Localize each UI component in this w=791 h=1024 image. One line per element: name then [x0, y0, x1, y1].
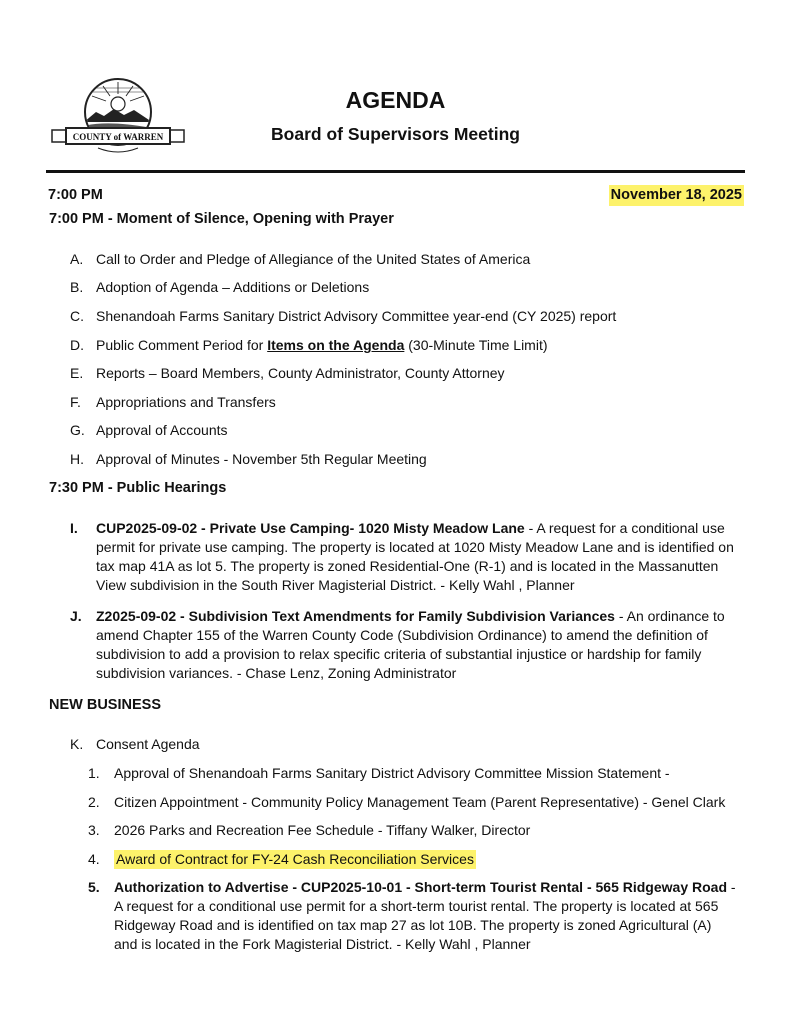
- item-marker: 1.: [88, 765, 100, 781]
- item-title: Authorization to Advertise - CUP2025-10-01 - Short-term Tourist Rental - 565 Ridgeway Road: [114, 879, 727, 895]
- item-marker: 2.: [88, 794, 100, 810]
- item-marker: H.: [70, 451, 84, 467]
- item-text: 2026 Parks and Recreation Fee Schedule - Tiffany Walker, Director: [114, 822, 531, 838]
- item-marker: I.: [70, 520, 78, 536]
- item-body: [96, 519, 736, 595]
- page-subtitle: Board of Supervisors Meeting: [271, 124, 520, 144]
- items-on-agenda-link[interactable]: Items on the Agenda: [267, 337, 405, 353]
- item-text: Approval of Shenandoah Farms Sanitary District Advisory Committee Mission Statement -: [114, 765, 670, 781]
- section-heading-new-business: NEW BUSINESS: [49, 697, 161, 713]
- item-marker: 3.: [88, 822, 100, 838]
- item-text: Call to Order and Pledge of Allegiance of the United States of America: [96, 251, 531, 267]
- item-marker: 4.: [88, 851, 100, 867]
- item-description: - A request for a conditional use permit for private use camping. The property is located at 1020 Misty Meadow Lane and is identified on tax map 41A as lot 5. The property is zoned Residential-One (R-1) and is located in the Massanutten View subdivision in the South River Magisterial District. - Kelly Wahl , Planner: [96, 520, 734, 593]
- item-marker: C.: [70, 308, 84, 324]
- meeting-time: 7:00 PM: [48, 187, 103, 203]
- item-marker: K.: [70, 736, 84, 752]
- item-marker: E.: [70, 365, 84, 381]
- item-text: Approval of Minutes - November 5th Regular Meeting: [96, 451, 427, 467]
- item-marker: B.: [70, 279, 84, 295]
- public-hearing-item-i: [70, 519, 740, 595]
- consent-item-5: [88, 878, 740, 954]
- highlighted-item-text: Award of Contract for FY-24 Cash Reconciliation Services: [116, 851, 474, 867]
- item-marker: 5.: [88, 879, 100, 895]
- section-heading-opening: 7:00 PM - Moment of Silence, Opening with Prayer: [49, 211, 394, 227]
- item-text: Consent Agenda: [96, 736, 200, 752]
- item-description: - An ordinance to amend Chapter 155 of the Warren County Code (Subdivision Ordinance) to amend the definition of subdivision to add a provision to relax specific criteria of substantial injustice or hardship for family subdivision variances. - Chase Lenz, Zoning Administrator: [96, 608, 725, 681]
- public-hearing-item-j: [70, 607, 740, 683]
- item-text: Citizen Appointment - Community Policy Management Team (Parent Representative) - Genel Clark: [114, 794, 726, 810]
- item-title: Z2025-09-02 - Subdivision Text Amendments for Family Subdivision Variances: [96, 608, 615, 624]
- header-divider: [46, 170, 745, 173]
- meeting-date: November 18, 2025: [609, 185, 744, 206]
- item-marker: A.: [70, 251, 84, 267]
- item-description: - A request for a conditional use permit for a short-term tourist rental. The property is located at 565 Ridgeway Road and is identified on tax map 27 as lot 10B. The property is zoned Agricultural (A) and is located in the Fork Magisterial District. - Kelly Wahl , Planner: [114, 879, 736, 952]
- seal-banner-text: COUNTY of WARREN: [72, 132, 164, 142]
- page-title: AGENDA: [345, 87, 446, 113]
- section-heading-public-hearings: 7:30 PM - Public Hearings: [49, 480, 227, 496]
- item-marker: G.: [70, 422, 85, 438]
- item-title: CUP2025-09-02 - Private Use Camping- 1020 Misty Meadow Lane: [96, 520, 525, 536]
- item-text: Reports – Board Members, County Administrator, County Attorney: [96, 365, 505, 381]
- item-marker: D.: [70, 337, 84, 353]
- item-body: [96, 607, 736, 683]
- item-body: [114, 878, 738, 954]
- item-text: Approval of Accounts: [96, 422, 228, 438]
- item-text: Public Comment Period for Items on the Agenda (30-Minute Time Limit): [96, 337, 548, 353]
- item-text: Adoption of Agenda – Additions or Deletions: [96, 279, 370, 295]
- item-marker: F.: [70, 394, 81, 410]
- item-marker: J.: [70, 608, 82, 624]
- item-text: Shenandoah Farms Sanitary District Advisory Committee year-end (CY 2025) report: [96, 308, 617, 324]
- item-text: Appropriations and Transfers: [96, 394, 276, 410]
